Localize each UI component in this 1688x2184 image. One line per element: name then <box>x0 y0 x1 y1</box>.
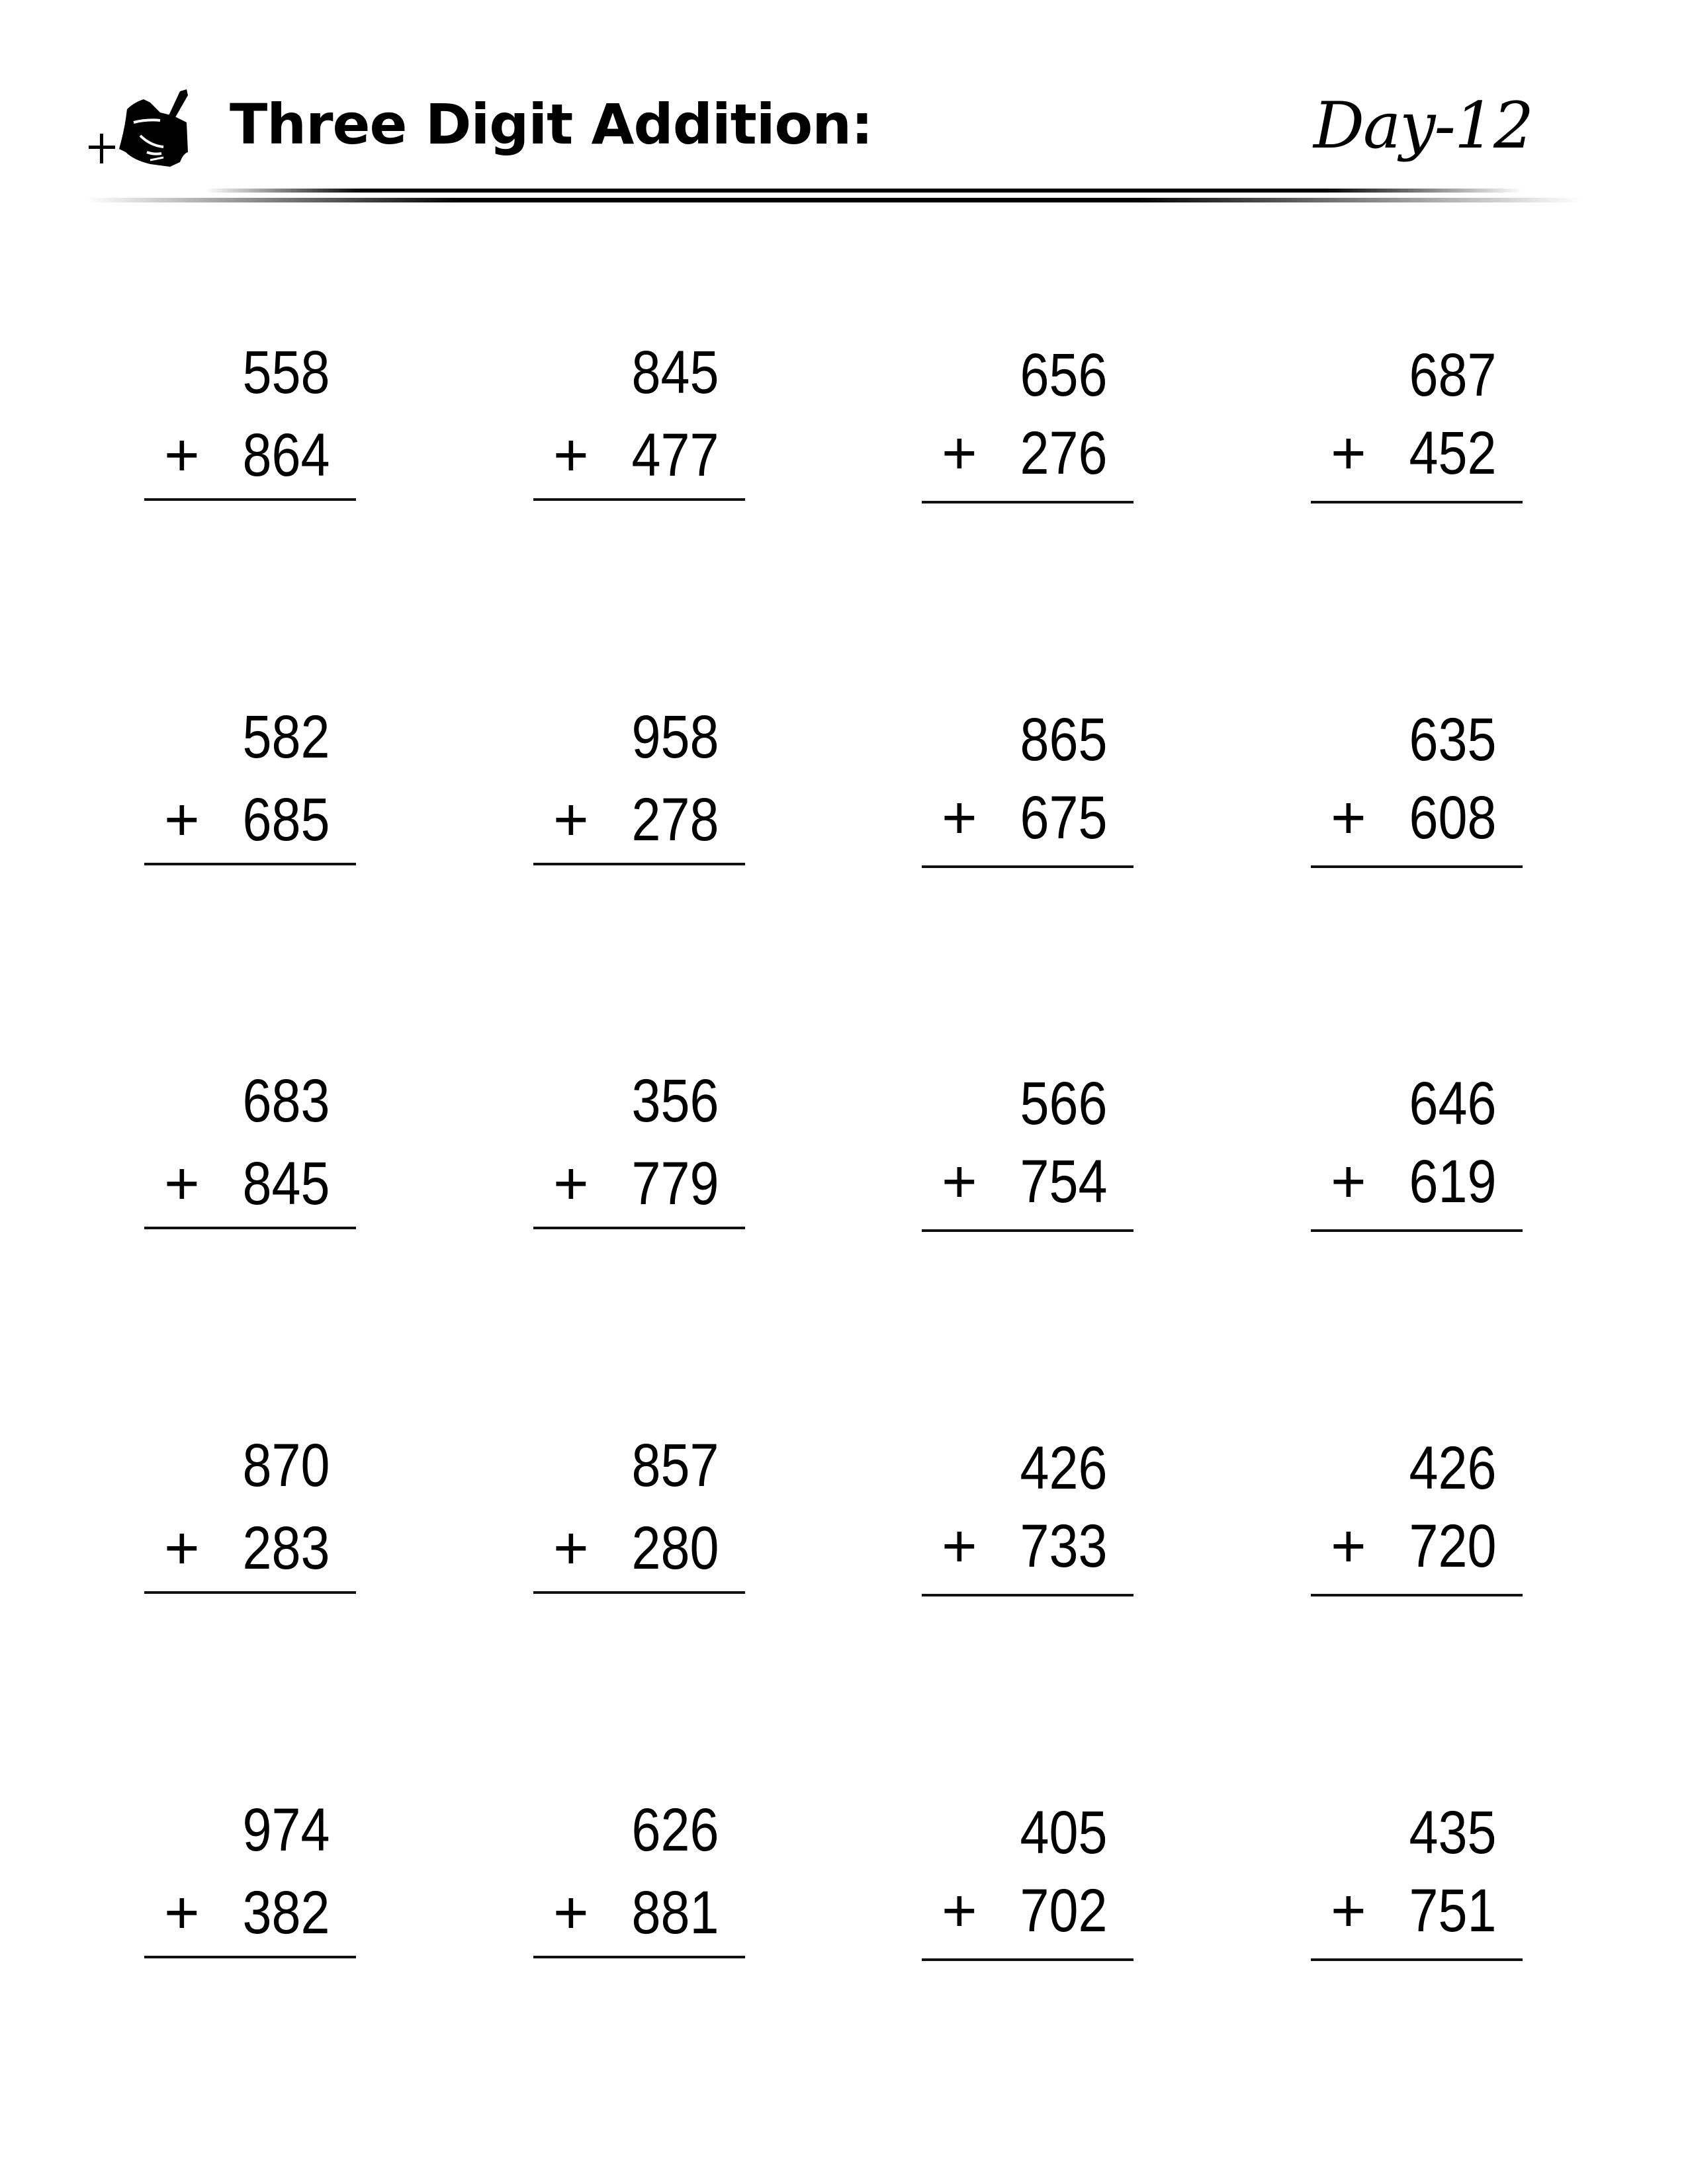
problem-4 <box>1311 339 1523 557</box>
problem-8 <box>1311 703 1523 922</box>
answer-line <box>144 1591 356 1594</box>
addend-top: 582 <box>242 703 330 771</box>
answer-line <box>922 501 1133 503</box>
addend-top: 405 <box>1019 1799 1107 1866</box>
answer-line <box>533 863 745 865</box>
plus-sign: + <box>942 1877 977 1944</box>
answer-line <box>1311 865 1523 868</box>
plus-sign: + <box>164 1150 200 1217</box>
problem-11 <box>922 1067 1133 1286</box>
addend-top: 435 <box>1408 1799 1496 1866</box>
plus-sign: + <box>164 421 200 489</box>
addend-top: 845 <box>631 339 719 406</box>
addend-bottom: 280 <box>631 1514 719 1582</box>
problem-16 <box>1311 1432 1523 1650</box>
plus-sign: + <box>1331 1877 1366 1944</box>
addend-top: 958 <box>631 703 719 771</box>
addend-top: 646 <box>1408 1070 1496 1137</box>
answer-line <box>1311 1958 1523 1961</box>
addend-bottom: 685 <box>242 786 330 853</box>
problem-14 <box>533 1429 745 1647</box>
problem-6 <box>533 701 745 919</box>
addend-bottom: 276 <box>1019 419 1107 487</box>
addend-bottom: 619 <box>1408 1148 1496 1215</box>
addend-top: 656 <box>1019 341 1107 409</box>
problem-17 <box>144 1794 356 2012</box>
addend-top: 865 <box>1019 706 1107 773</box>
addend-bottom: 881 <box>631 1879 719 1946</box>
problem-18 <box>533 1794 745 2012</box>
plus-sign: + <box>942 1512 977 1580</box>
addend-top: 974 <box>242 1796 330 1864</box>
addend-top: 626 <box>631 1796 719 1864</box>
plus-sign: + <box>553 1514 589 1582</box>
plus-sign: + <box>164 786 200 853</box>
answer-line <box>922 1594 1133 1596</box>
addend-top: 687 <box>1408 341 1496 409</box>
problem-5 <box>144 701 356 919</box>
plus-sign: + <box>553 1150 589 1217</box>
worksheet-title: Three Digit Addition: <box>230 92 873 157</box>
answer-line <box>533 1591 745 1594</box>
addend-top: 356 <box>631 1067 719 1135</box>
plus-sign: + <box>1331 419 1366 487</box>
problem-19 <box>922 1796 1133 2015</box>
addend-bottom: 751 <box>1408 1877 1496 1944</box>
addend-bottom: 733 <box>1019 1512 1107 1580</box>
addend-top: 857 <box>631 1432 719 1499</box>
answer-line <box>144 498 356 501</box>
plus-sign: + <box>553 421 589 489</box>
answer-line <box>144 863 356 865</box>
problem-15 <box>922 1432 1133 1650</box>
addend-bottom: 720 <box>1408 1512 1496 1580</box>
answer-line <box>922 865 1133 868</box>
plus-sign: + <box>164 1879 200 1946</box>
addend-top: 426 <box>1408 1434 1496 1502</box>
addend-bottom: 382 <box>242 1879 330 1946</box>
addend-top: 870 <box>242 1432 330 1499</box>
plus-sign: + <box>1331 784 1366 852</box>
addend-top: 558 <box>242 339 330 406</box>
addend-top: 426 <box>1019 1434 1107 1502</box>
addend-bottom: 477 <box>631 421 719 489</box>
problem-9 <box>144 1065 356 1283</box>
answer-line <box>1311 501 1523 503</box>
problem-1 <box>144 336 356 554</box>
problem-13 <box>144 1429 356 1647</box>
problem-12 <box>1311 1067 1523 1286</box>
problem-10 <box>533 1065 745 1283</box>
problem-7 <box>922 703 1133 922</box>
problem-3 <box>922 339 1133 557</box>
answer-line <box>144 1956 356 1958</box>
problem-2 <box>533 336 745 554</box>
plus-sign: + <box>553 1879 589 1946</box>
problem-20 <box>1311 1796 1523 2015</box>
plus-sign: + <box>942 784 977 852</box>
answer-line <box>533 1227 745 1229</box>
addend-bottom: 283 <box>242 1514 330 1582</box>
answer-line <box>533 1956 745 1958</box>
plus-sign: + <box>942 1148 977 1215</box>
addend-bottom: 278 <box>631 786 719 853</box>
day-label: Day-12 <box>1313 89 1533 163</box>
addend-top: 566 <box>1019 1070 1107 1137</box>
plus-sign: + <box>553 786 589 853</box>
answer-line <box>1311 1594 1523 1596</box>
answer-line <box>144 1227 356 1229</box>
answer-line <box>533 498 745 501</box>
addend-bottom: 452 <box>1408 419 1496 487</box>
answer-line <box>922 1958 1133 1961</box>
addend-bottom: 754 <box>1019 1148 1107 1215</box>
addend-bottom: 845 <box>242 1150 330 1217</box>
addend-top: 683 <box>242 1067 330 1135</box>
answer-line <box>1311 1229 1523 1232</box>
addend-top: 635 <box>1408 706 1496 773</box>
addend-bottom: 608 <box>1408 784 1496 852</box>
answer-line <box>922 1229 1133 1232</box>
addend-bottom: 675 <box>1019 784 1107 852</box>
addend-bottom: 779 <box>631 1150 719 1217</box>
plus-sign: + <box>1331 1512 1366 1580</box>
plus-sign: + <box>942 419 977 487</box>
addend-bottom: 702 <box>1019 1877 1107 1944</box>
addend-bottom: 864 <box>242 421 330 489</box>
plus-sign: + <box>1331 1148 1366 1215</box>
plus-sign: + <box>164 1514 200 1582</box>
